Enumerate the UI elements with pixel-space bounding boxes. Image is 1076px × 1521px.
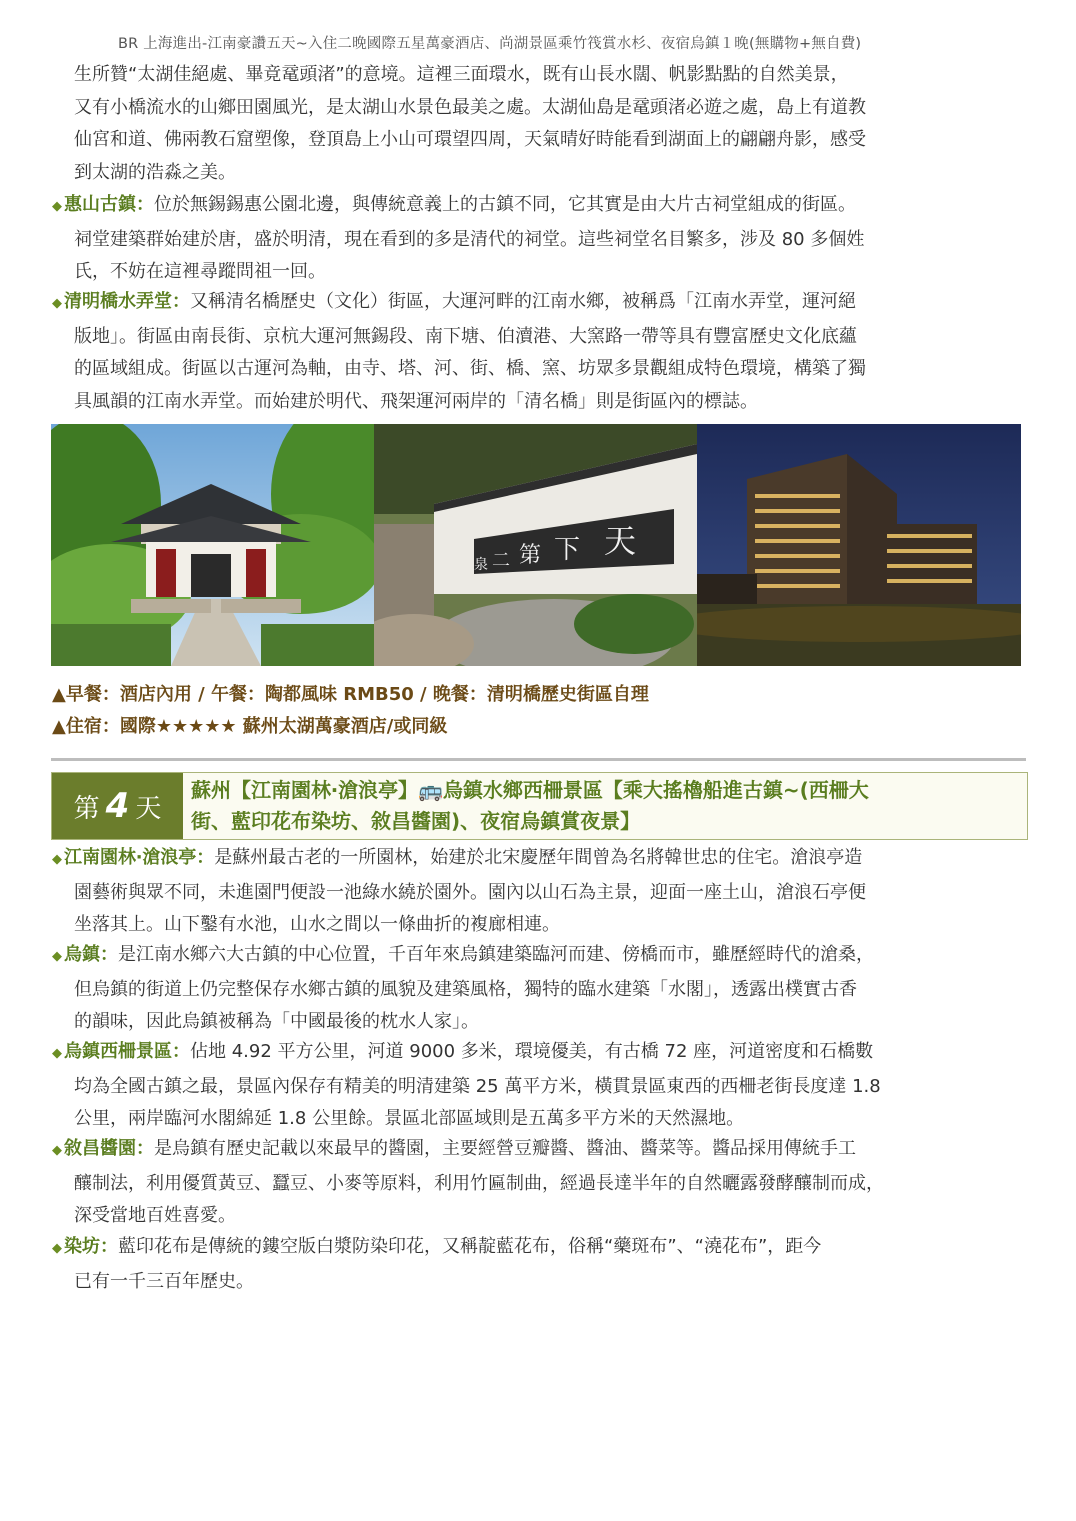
section-label: 敘昌醬園： bbox=[64, 1138, 154, 1159]
text-line: 園藝術與眾不同，未進園門便設一池綠水繞於園外。園內以山石為主景，迎面一座土山，滄浪石亭便 bbox=[74, 881, 866, 903]
section-xizha bbox=[52, 1036, 1028, 1136]
text-line: 是蘇州最古老的一所園林，始建於北宋慶歷年間曾為名將韓世忠的住宅。滄浪亭造 bbox=[214, 847, 863, 868]
pavilion-photo bbox=[51, 424, 374, 666]
section-label: 清明橋水弄堂： bbox=[64, 291, 190, 312]
svg-text:第: 第 bbox=[519, 543, 542, 568]
spring-wall-photo bbox=[374, 424, 697, 666]
section-wuzhen bbox=[52, 939, 1028, 1039]
meals-info: ▲早餐：酒店內用 / 午餐：陶都風味 RMB50 / 晚餐：清明橋歷史街區自理 bbox=[52, 684, 649, 705]
day-prefix: 第 bbox=[73, 793, 100, 824]
text-line: 是江南水鄉六大古鎮的中心位置，千百年來烏鎮建築臨河而建、傍橋而市，雖歷經時代的滄桑， bbox=[118, 944, 874, 965]
svg-text:泉: 泉 bbox=[474, 557, 488, 573]
section-qingming bbox=[52, 286, 1028, 418]
text-line: 位於無錫錫惠公園北邊，與傳統意義上的古鎮不同，它其實是由大片古祠堂組成的街區。 bbox=[154, 194, 856, 215]
text-line: 佔地 4.92 平方公里，河道 9000 多米，環境優美，有古橋 72 座，河道密度和石橋數 bbox=[190, 1041, 874, 1062]
svg-text:天: 天 bbox=[604, 522, 637, 560]
text-line: 的區域組成。街區以古運河為軸，由寺、塔、河、街、橋、窯、坊眾多景觀組成特色環境，構築了獨 bbox=[74, 358, 866, 379]
intro-paragraph bbox=[52, 59, 1050, 189]
diamond-bullet-icon: ◆ bbox=[52, 296, 62, 311]
day-title-line: 街、藍印花布染坊、敘昌醬園)、夜宿烏鎮賞夜景】 bbox=[191, 809, 641, 833]
diamond-bullet-icon: ◆ bbox=[52, 1143, 62, 1158]
text-line: 的韻味，因此烏鎮被稱為「中國最後的枕水人家」。 bbox=[74, 1011, 479, 1032]
diamond-bullet-icon: ◆ bbox=[52, 199, 62, 214]
text-line: 到太湖的浩淼之美。 bbox=[74, 161, 236, 183]
section-divider bbox=[51, 758, 1026, 761]
text-line: 已有一千三百年歷史。 bbox=[74, 1270, 254, 1292]
section-label: 染坊： bbox=[64, 1236, 118, 1257]
text-line: 祠堂建築群始建於唐，盛於明清，現在看到的多是清代的祠堂。這些祠堂名目繁多，涉及 80 多個姓 bbox=[74, 228, 865, 250]
hotel-night-photo bbox=[697, 424, 1021, 666]
svg-text:二: 二 bbox=[492, 550, 510, 571]
text-line: 氏，不妨在這裡尋蹤問祖一回。 bbox=[74, 261, 326, 282]
text-line: 仙宮和道、佛兩教石窟塑像，登頂島上小山可環望四周，天氣晴好時能看到湖面上的翩翩舟影，感受 bbox=[74, 129, 866, 150]
day-number: 4 bbox=[105, 786, 130, 826]
text-line: 深受當地百姓喜愛。 bbox=[74, 1205, 236, 1226]
section-label: 烏鎮西柵景區： bbox=[64, 1041, 190, 1062]
section-dye-workshop bbox=[52, 1231, 1028, 1298]
text-line: 釀制法，利用優質黃豆、蠶豆、小麥等原料，利用竹匾制曲，經過長達半年的自然曬露發酵釀制而成， bbox=[74, 1172, 884, 1194]
day-title-line: 蘇州【江南園林‧滄浪亭】🚌烏鎮水鄉西柵景區【乘大搖櫓船進古鎮~(西柵大 bbox=[191, 778, 869, 802]
photo-strip bbox=[51, 424, 1021, 666]
section-label: 惠山古鎮： bbox=[64, 194, 154, 215]
text-line: 均為全國古鎮之最，景區內保存有精美的明清建築 25 萬平方米，橫貫景區東西的西柵老街長度達 1.8 bbox=[74, 1075, 881, 1097]
text-line: 但烏鎮的街道上仍完整保存水鄉古鎮的風貌及建築風格，獨特的臨水建築「水閣」，透露出樸實古香 bbox=[74, 978, 857, 1000]
text-line: 版地」。街區由南長街、京杭大運河無錫段、南下塘、伯瀆港、大窯路一帶等具有豐富歷史文化底蘊 bbox=[74, 325, 857, 347]
section-label: 江南園林‧滄浪亭： bbox=[64, 847, 215, 868]
diamond-bullet-icon: ◆ bbox=[52, 1046, 62, 1061]
text-line: 生所贊“太湖佳絕處、畢竟鼋頭渚”的意境。這裡三面環水，既有山長水闊、帆影點點的自然美景， bbox=[74, 64, 849, 85]
diamond-bullet-icon: ◆ bbox=[52, 949, 62, 964]
diamond-bullet-icon: ◆ bbox=[52, 1241, 62, 1256]
text-line: 又稱清名橋歷史（文化）街區，大運河畔的江南水鄉，被稱爲「江南水弄堂，運河絕 bbox=[190, 291, 856, 312]
section-canglang bbox=[52, 842, 1028, 942]
section-xuchang bbox=[52, 1133, 1028, 1233]
day-badge bbox=[52, 773, 183, 839]
text-line: 藍印花布是傳統的鏤空版白漿防染印花，又稱靛藍花布，俗稱“藥斑布”、“澆花布”，距今 bbox=[118, 1236, 822, 1257]
day-title bbox=[191, 775, 1021, 837]
lodging-info: ▲住宿：國際★★★★★ 蘇州太湖萬豪酒店/或同級 bbox=[52, 716, 448, 737]
page-header: BR 上海進出-江南豪讚五天~入住二晚國際五星萬豪酒店、尚湖景區乘竹筏賞水杉、夜宿烏鎮１晚(無購物+無自費) bbox=[118, 36, 862, 52]
svg-text:下: 下 bbox=[554, 535, 581, 565]
text-line: 公里，兩岸臨河水閣綿延 1.8 公里餘。景區北部區域則是五萬多平方米的天然濕地。 bbox=[74, 1108, 745, 1129]
day-header bbox=[51, 772, 1028, 840]
text-line: 具風韻的江南水弄堂。而始建於明代、飛架運河兩岸的「清名橋」則是街區內的標誌。 bbox=[74, 390, 758, 412]
section-label: 烏鎮： bbox=[64, 944, 118, 965]
text-line: 是烏鎮有歷史記載以來最早的醬園，主要經營豆瓣醬、醬油、醬菜等。醬品採用傳統手工 bbox=[154, 1138, 856, 1159]
text-line: 又有小橋流水的山鄉田園風光，是太湖山水景色最美之處。太湖仙島是鼋頭渚必遊之處，島上有道教 bbox=[74, 96, 866, 118]
day-suffix: 天 bbox=[135, 793, 162, 824]
diamond-bullet-icon: ◆ bbox=[52, 852, 62, 867]
section-huishan bbox=[52, 189, 1028, 289]
text-line: 坐落其上。山下鑿有水池，山水之間以一條曲折的複廊相連。 bbox=[74, 914, 560, 935]
